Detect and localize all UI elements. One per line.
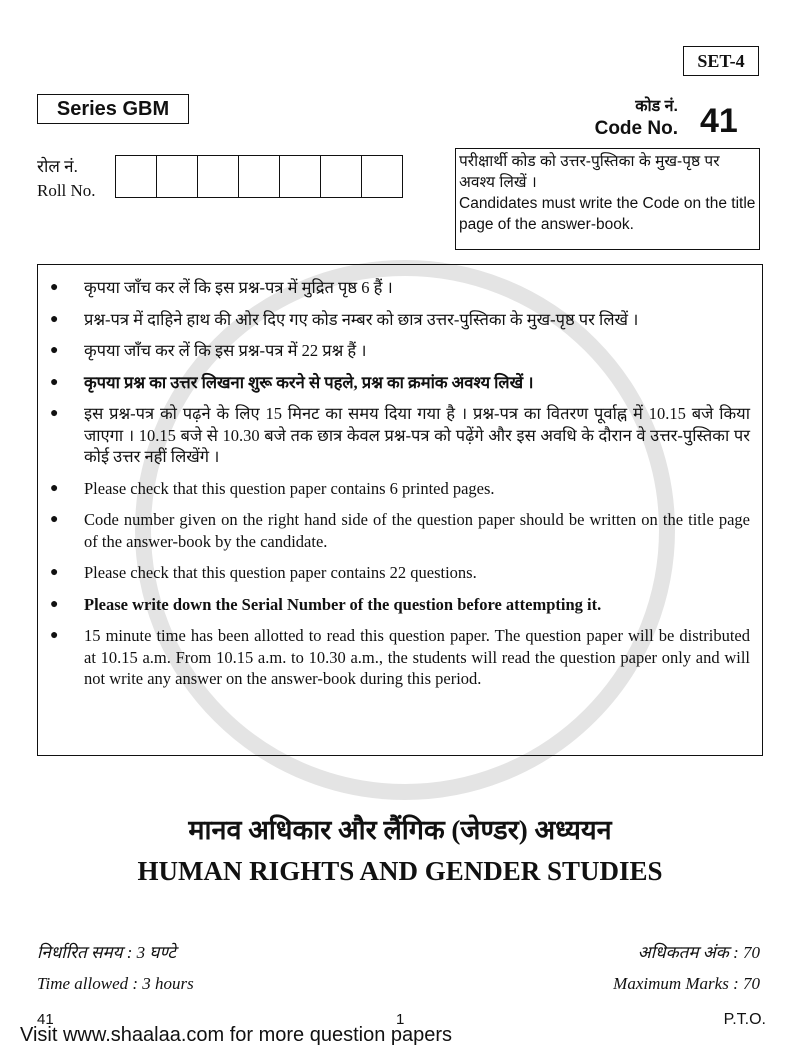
visit-link[interactable]: Visit www.shaalaa.com for more question papers (20, 1024, 453, 1046)
pto-label: P.T.O. (723, 1011, 766, 1028)
instruction-text: कृपया जाँच कर लें कि इस प्रश्न-पत्र में मुद्रित पृष्ठ 6 हैं । (84, 278, 393, 297)
instruction-item (50, 340, 750, 362)
instruction-text: इस प्रश्न-पत्र को पढ़ने के लिए 15 मिनट का समय दिया गया है । प्रश्न-पत्र का वितरण पूर्वाह्न में 10.15 बजे किया जाएगा । 10.15 बजे से 10.30 बजे तक छात्र केवल प्रश्न-पत्र को पढ़ेंगे और इस अवधि के दौरान वे उत्तर-पुस्तिका पर कोई उत्तर नहीं लिखेंगे । (84, 404, 750, 466)
instruction-text: Please check that this question paper contains 6 printed pages. (84, 478, 495, 498)
series-label: Series GBM (37, 94, 189, 124)
roll-label (37, 155, 96, 203)
instruction-text: कृपया प्रश्न का उत्तर लिखना शुरू करने से पहले, प्रश्न का क्रमांक अवश्य लिखें । (84, 372, 534, 392)
roll-number-boxes[interactable] (115, 155, 403, 198)
instruction-text: प्रश्न-पत्र में दाहिने हाथ की ओर दिए गए कोड नम्बर को छात्र उत्तर-पुस्तिका के मुख-पृष्ठ पर लिखें । (84, 309, 639, 329)
roll-digit-box[interactable] (362, 156, 402, 197)
code-label: Code No. (594, 118, 678, 139)
instruction-text: कृपया जाँच कर लें कि इस प्रश्न-पत्र में 22 प्रश्न हैं । (84, 341, 367, 360)
instruction-item (50, 594, 750, 616)
subject-title: HUMAN RIGHTS AND GENDER STUDIES (137, 856, 663, 886)
bullet-icon: ● (50, 480, 59, 496)
instruction-item (50, 509, 750, 552)
bullet-icon: ● (50, 565, 59, 580)
code-notice-box (455, 148, 760, 250)
roll-digit-box[interactable] (157, 156, 198, 197)
time-allowed-hindi: निर्धारित समय : 3 घण्टे (37, 943, 176, 962)
instruction-item (50, 478, 750, 500)
roll-digit-box[interactable] (239, 156, 280, 197)
page-number: 1 (396, 1011, 405, 1028)
subject-title-hindi: मानव अधिकार और लैंगिक (जेण्डर) अध्ययन (188, 815, 612, 845)
footer-code: 41 (37, 1011, 54, 1028)
code-number: 41 (700, 102, 738, 140)
set-label: SET-4 (683, 46, 759, 76)
instruction-item (50, 625, 750, 690)
bullet-icon: ● (50, 280, 59, 295)
instruction-item (50, 372, 750, 394)
instruction-text: 15 minute time has been allotted to read this question paper. The question paper will be distributed at 10.15 a.m. From 10.15 a.m. to 10.30 a.m., the students will read the question paper only and will not write any answer on the answer-book during this period. (84, 626, 750, 688)
roll-digit-box[interactable] (116, 156, 157, 197)
roll-digit-box[interactable] (198, 156, 239, 197)
instructions-box (37, 264, 763, 756)
time-allowed: Time allowed : 3 hours (37, 974, 194, 993)
bullet-icon: ● (50, 343, 59, 358)
bullet-icon: ● (50, 374, 59, 390)
roll-label-hindi: रोल नं. (37, 157, 78, 176)
notice-hindi: परीक्षार्थी कोड को उत्तर-पुस्तिका के मुख-पृष्ठ पर अवश्य लिखें । (459, 153, 720, 191)
max-marks: Maximum Marks : 70 (613, 974, 760, 993)
bullet-icon: ● (50, 628, 59, 643)
instruction-text: Please write down the Serial Number of the question before attempting it. (84, 594, 602, 614)
bullet-icon: ● (50, 512, 59, 527)
instruction-item (50, 277, 750, 299)
code-label-hindi: कोड नं. (635, 98, 678, 115)
bullet-icon: ● (50, 311, 59, 327)
roll-label-english: Roll No. (37, 181, 96, 200)
instruction-item (50, 403, 750, 468)
instruction-item (50, 562, 750, 584)
bullet-icon: ● (50, 596, 59, 612)
roll-digit-box[interactable] (280, 156, 321, 197)
instruction-text: Code number given on the right hand side of the question paper should be written on the title page of the answer-book by the candidate. (84, 510, 750, 551)
notice-english: Candidates must write the Code on the title page of the answer-book. (459, 195, 756, 233)
bullet-icon: ● (50, 406, 59, 421)
instruction-text: Please check that this question paper contains 22 questions. (84, 563, 477, 582)
roll-digit-box[interactable] (321, 156, 362, 197)
max-marks-hindi: अधिकतम अंक : 70 (637, 943, 760, 962)
instruction-item (50, 309, 750, 331)
